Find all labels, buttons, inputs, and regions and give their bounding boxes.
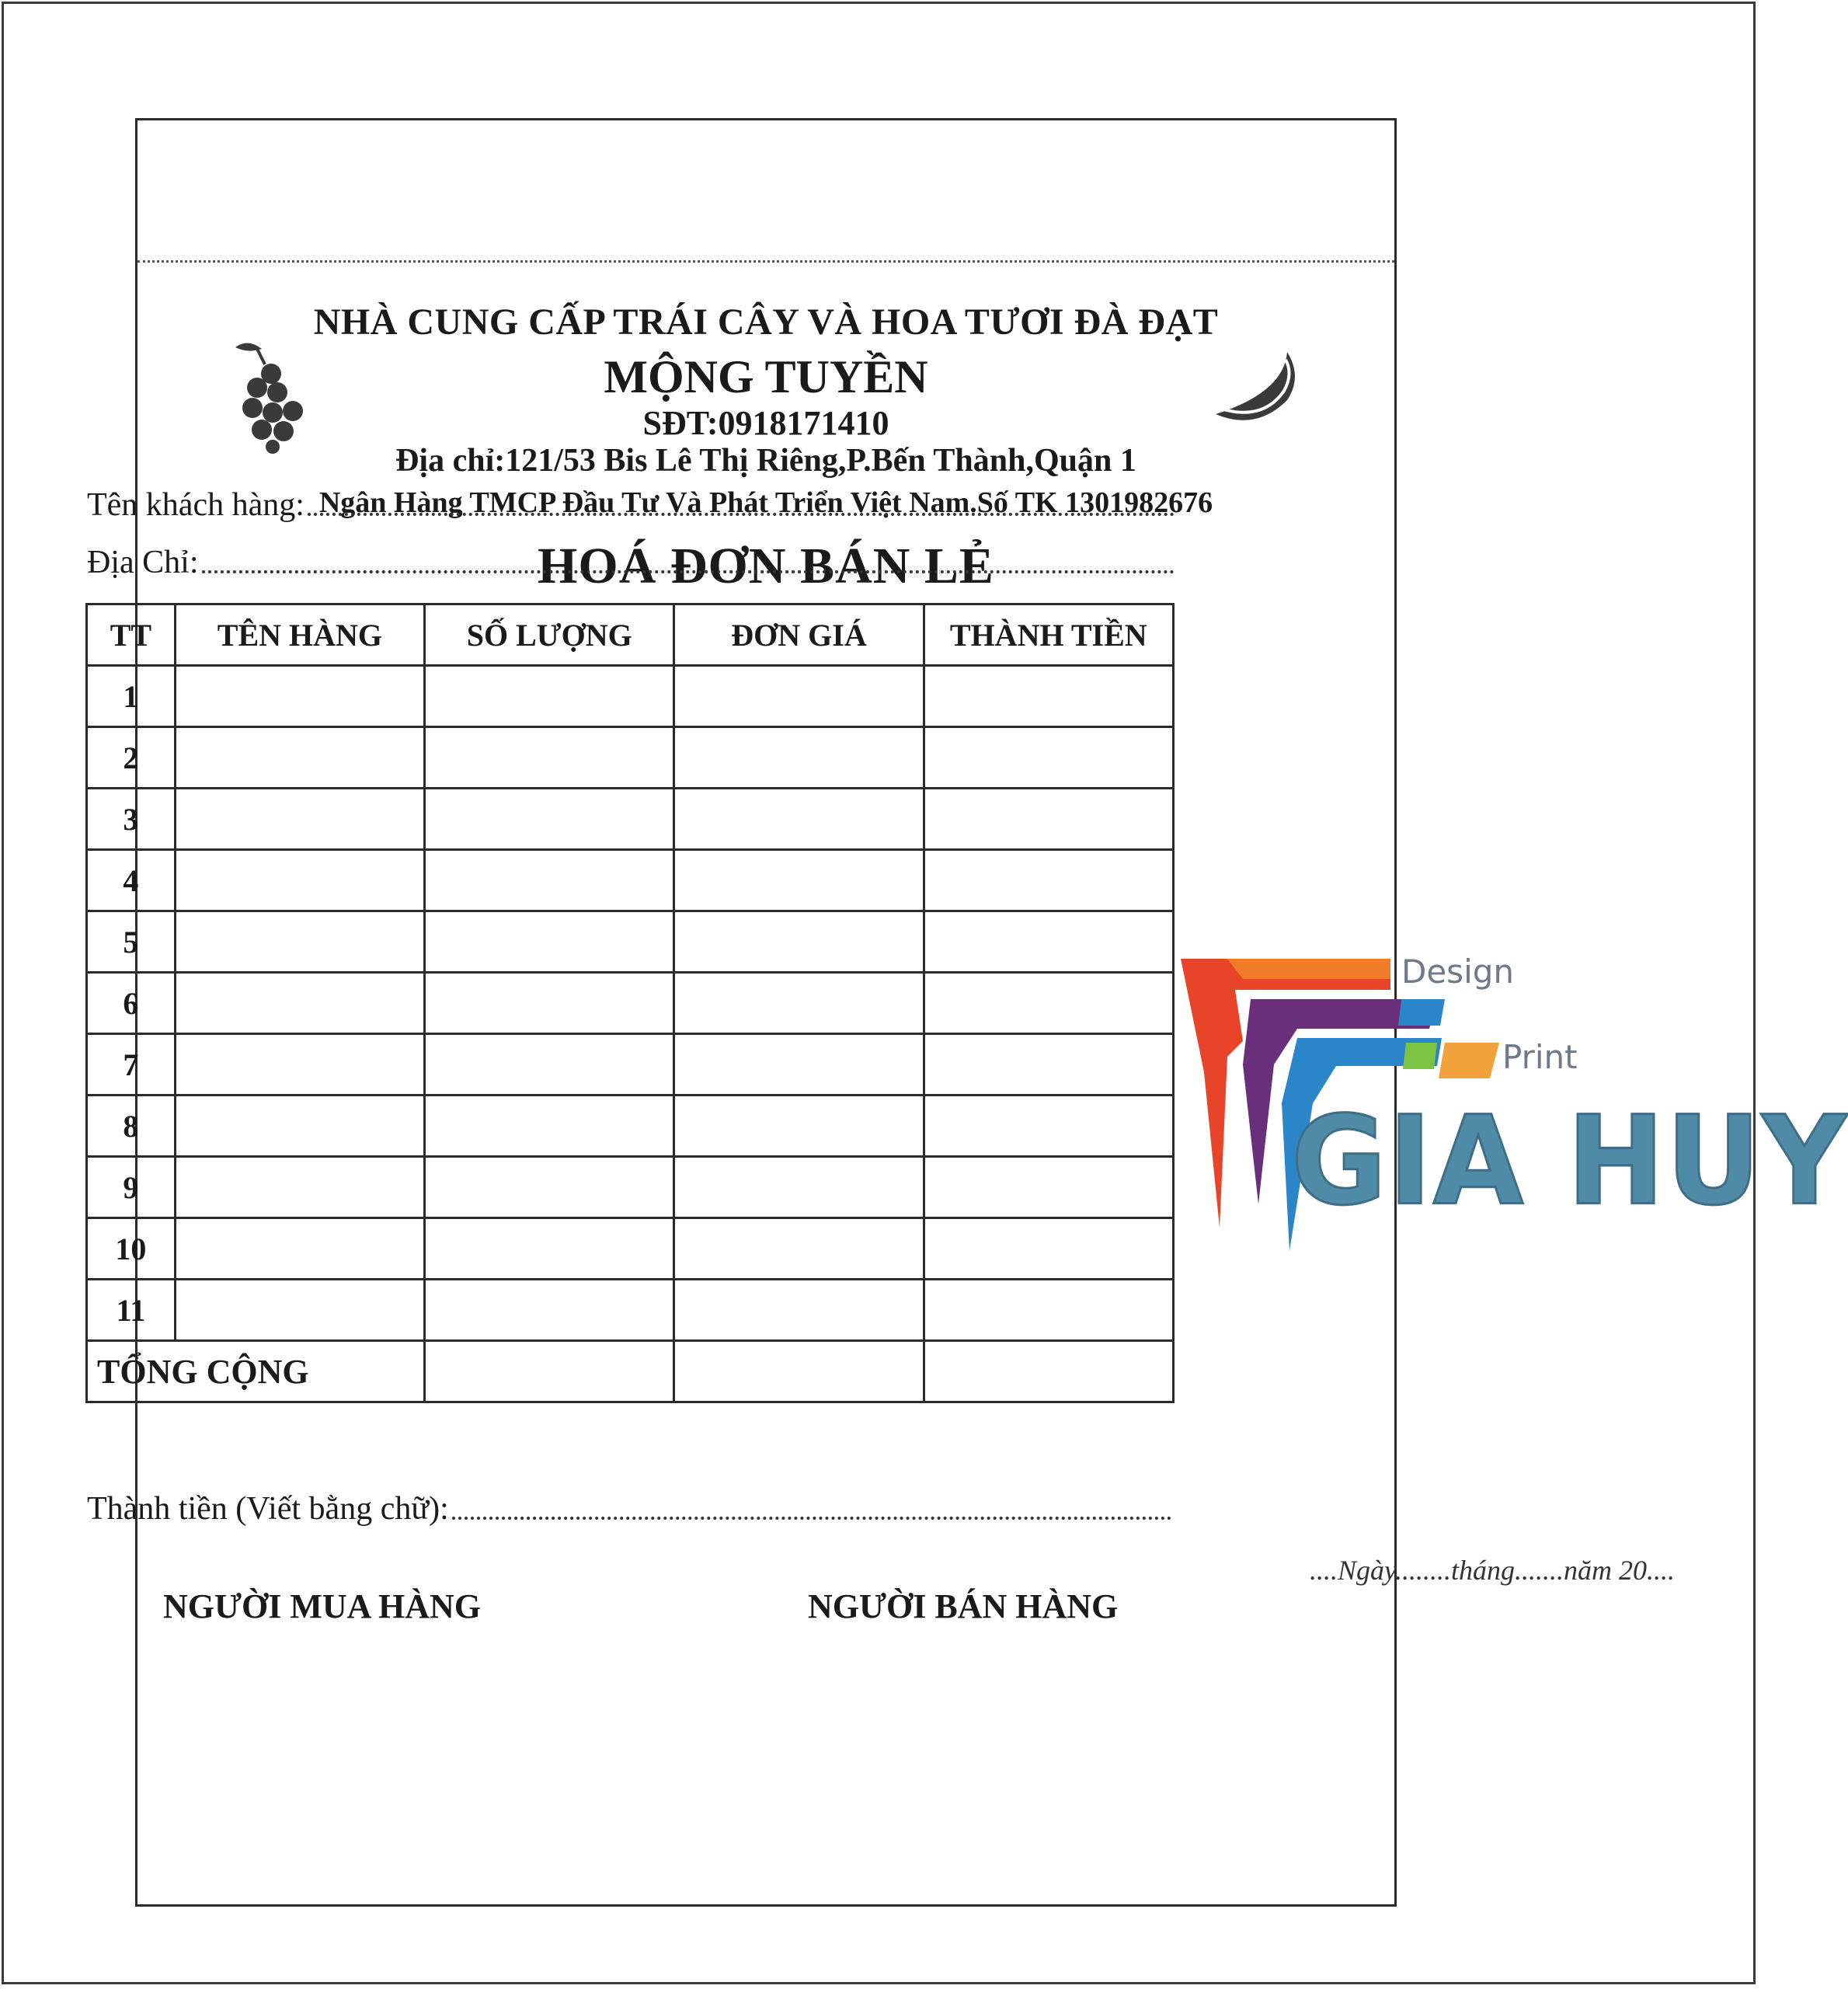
cell-amount[interactable] <box>924 727 1173 789</box>
shop-address: Địa chỉ:121/53 Bis Lê Thị Riêng,P.Bến Thành,Quận 1 <box>395 443 1136 479</box>
table-row <box>87 666 1174 727</box>
header-tt: TT <box>87 604 176 666</box>
cell-item-name[interactable] <box>175 1096 424 1157</box>
date-line: ....Ngày........tháng.......năm 20.... <box>1309 1555 1675 1586</box>
cell-quantity[interactable] <box>425 1280 674 1341</box>
total-quantity[interactable] <box>425 1341 674 1402</box>
cell-unit-price[interactable] <box>674 1034 924 1096</box>
watermark-brand-text: GIA HUY <box>1291 1090 1848 1233</box>
cell-quantity[interactable] <box>425 850 674 911</box>
cell-quantity[interactable] <box>425 1096 674 1157</box>
cell-quantity[interactable] <box>425 727 674 789</box>
row-number: 7 <box>87 1034 176 1096</box>
phone-number: SĐT:0918171410 <box>642 404 889 442</box>
cell-amount[interactable] <box>924 973 1173 1034</box>
invoice-title: HOÁ ĐƠN BÁN LẺ <box>538 538 994 594</box>
total-unit-price[interactable] <box>674 1341 924 1402</box>
amount-in-words-blank[interactable] <box>452 1516 1171 1520</box>
seller-signature-label: NGƯỜI BÁN HÀNG <box>808 1587 1119 1625</box>
row-number: 9 <box>87 1157 176 1218</box>
cell-unit-price[interactable] <box>674 1157 924 1218</box>
cell-item-name[interactable] <box>175 973 424 1034</box>
cell-quantity[interactable] <box>425 1157 674 1218</box>
row-number: 10 <box>87 1218 176 1280</box>
cell-amount[interactable] <box>924 911 1173 973</box>
cell-item-name[interactable] <box>175 727 424 789</box>
cell-item-name[interactable] <box>175 789 424 850</box>
row-number: 1 <box>87 666 176 727</box>
customer-address-label: Địa Chỉ: <box>87 545 199 580</box>
buyer-signature-label: NGƯỜI MUA HÀNG <box>163 1587 482 1625</box>
cell-quantity[interactable] <box>425 666 674 727</box>
cell-amount[interactable] <box>924 850 1173 911</box>
bank-account: Ngân Hàng TMCP Đầu Tư Và Phát Triển Việt Nam.Số TK 1301982676 <box>318 486 1213 519</box>
cell-quantity[interactable] <box>425 911 674 973</box>
cell-unit-price[interactable] <box>674 1096 924 1157</box>
cell-item-name[interactable] <box>175 666 424 727</box>
cell-item-name[interactable] <box>175 1034 424 1096</box>
perforation-line <box>137 260 1394 263</box>
table-row <box>87 850 1174 911</box>
cell-unit-price[interactable] <box>674 727 924 789</box>
cell-amount[interactable] <box>924 1034 1173 1096</box>
cell-item-name[interactable] <box>175 1280 424 1341</box>
cell-unit-price[interactable] <box>674 973 924 1034</box>
customer-address-field[interactable] <box>87 544 1175 581</box>
table-row <box>87 1096 1174 1157</box>
header-item-name: TÊN HÀNG <box>175 604 424 666</box>
cell-quantity[interactable] <box>425 1034 674 1096</box>
cell-amount[interactable] <box>924 1157 1173 1218</box>
table-row <box>87 1280 1174 1341</box>
supplier-name: NHÀ CUNG CẤP TRÁI CÂY VÀ HOA TƯƠI ĐÀ ĐẠT <box>313 301 1219 343</box>
cell-unit-price[interactable] <box>674 789 924 850</box>
watermark-design-text: Design <box>1401 953 1515 991</box>
cell-amount[interactable] <box>924 1096 1173 1157</box>
table-header-row <box>87 604 1174 666</box>
customer-address-blank[interactable] <box>202 570 1175 573</box>
cell-unit-price[interactable] <box>674 911 924 973</box>
table-row <box>87 911 1174 973</box>
cell-amount[interactable] <box>924 1218 1173 1280</box>
header-amount: THÀNH TIỀN <box>924 604 1173 666</box>
cell-item-name[interactable] <box>175 1218 424 1280</box>
customer-name-field[interactable] <box>87 486 1175 524</box>
cell-amount[interactable] <box>924 789 1173 850</box>
cell-quantity[interactable] <box>425 789 674 850</box>
cell-quantity[interactable] <box>425 973 674 1034</box>
table-row <box>87 1157 1174 1218</box>
table-row <box>87 727 1174 789</box>
total-label: TỔNG CỘNG <box>87 1341 425 1402</box>
row-number: 5 <box>87 911 176 973</box>
header-unit-price: ĐƠN GIÁ <box>674 604 924 666</box>
table-row <box>87 1034 1174 1096</box>
cell-unit-price[interactable] <box>674 1218 924 1280</box>
brand-name: MỘNG TUYỀN <box>604 351 928 402</box>
customer-name-label: Tên khách hàng: <box>87 487 305 523</box>
cell-item-name[interactable] <box>175 1157 424 1218</box>
cell-item-name[interactable] <box>175 850 424 911</box>
table-row <box>87 1218 1174 1280</box>
cell-amount[interactable] <box>924 1280 1173 1341</box>
total-row <box>87 1341 1174 1402</box>
customer-name-blank[interactable] <box>308 512 1175 516</box>
cell-unit-price[interactable] <box>674 1280 924 1341</box>
cell-unit-price[interactable] <box>674 666 924 727</box>
row-number: 3 <box>87 789 176 850</box>
table-row <box>87 973 1174 1034</box>
row-number: 8 <box>87 1096 176 1157</box>
amount-in-words-label: Thành tiền (Viết bằng chữ): <box>87 1491 449 1527</box>
total-amount[interactable] <box>924 1341 1173 1402</box>
watermark-print-text: Print <box>1502 1038 1578 1076</box>
cell-item-name[interactable] <box>175 911 424 973</box>
row-number: 6 <box>87 973 176 1034</box>
items-table <box>85 603 1175 1403</box>
cell-amount[interactable] <box>924 666 1173 727</box>
row-number: 11 <box>87 1280 176 1341</box>
amount-in-words-field[interactable] <box>87 1490 1171 1527</box>
table-row <box>87 789 1174 850</box>
cell-unit-price[interactable] <box>674 850 924 911</box>
cell-quantity[interactable] <box>425 1218 674 1280</box>
header-quantity: SỐ LƯỢNG <box>425 604 674 666</box>
row-number: 2 <box>87 727 176 789</box>
row-number: 4 <box>87 850 176 911</box>
